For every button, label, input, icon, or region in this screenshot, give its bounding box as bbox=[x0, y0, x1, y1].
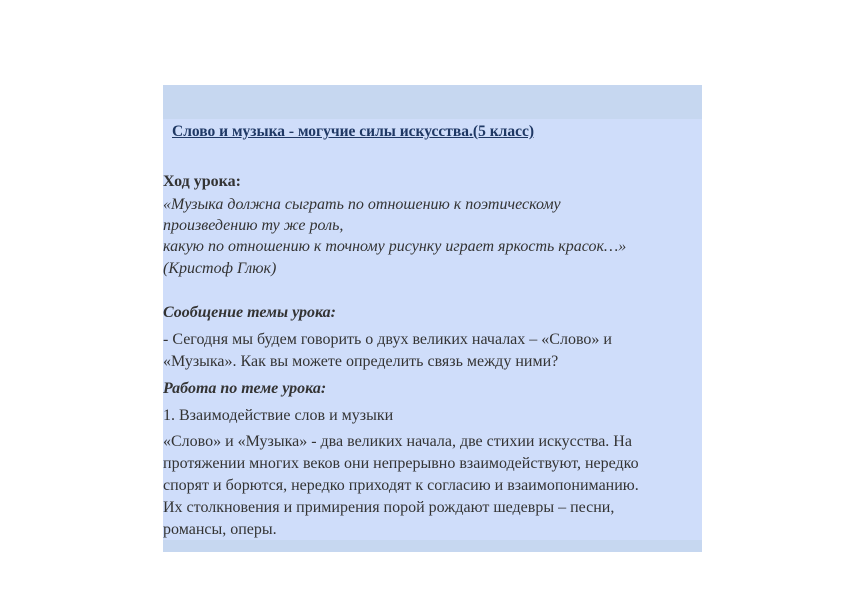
topic-text-line: - Сегодня мы будем говорить о двух великих началах – «Слово» и bbox=[163, 331, 612, 348]
top-band bbox=[163, 85, 702, 119]
topic-heading: Сообщение темы урока: bbox=[163, 304, 337, 321]
list-item: 1. Взаимодействие слов и музыки bbox=[163, 407, 394, 424]
epigraph-line: произведению ту же роль, bbox=[163, 217, 344, 234]
slide-content-card bbox=[163, 85, 702, 552]
lesson-heading: Ход урока: bbox=[163, 173, 241, 190]
paragraph-line: протяжении многих веков они непрерывно взаимодействуют, нередко bbox=[163, 455, 639, 472]
paragraph-line: «Слово» и «Музыка» - два великих начала, две стихии искусства. На bbox=[163, 433, 632, 450]
document-title[interactable]: Слово и музыка - могучие силы искусства.(5 класс) bbox=[172, 123, 534, 140]
paragraph-line: романсы, оперы. bbox=[163, 521, 277, 538]
topic-text-line: «Музыка». Как вы можете определить связь между ними? bbox=[163, 353, 559, 370]
epigraph-author: (Кристоф Глюк) bbox=[163, 260, 277, 277]
bottom-band bbox=[163, 540, 702, 552]
paragraph-line: спорят и борются, нередко приходят к согласию и взаимопониманию. bbox=[163, 477, 639, 494]
epigraph-line: какую по отношению к точному рисунку играет яркость красок…» bbox=[163, 238, 627, 255]
work-heading: Работа по теме урока: bbox=[163, 380, 327, 397]
paragraph-line: Их столкновения и примирения порой рождают шедевры – песни, bbox=[163, 499, 615, 516]
epigraph-line: «Музыка должна сыграть по отношению к поэтическому bbox=[163, 196, 561, 213]
